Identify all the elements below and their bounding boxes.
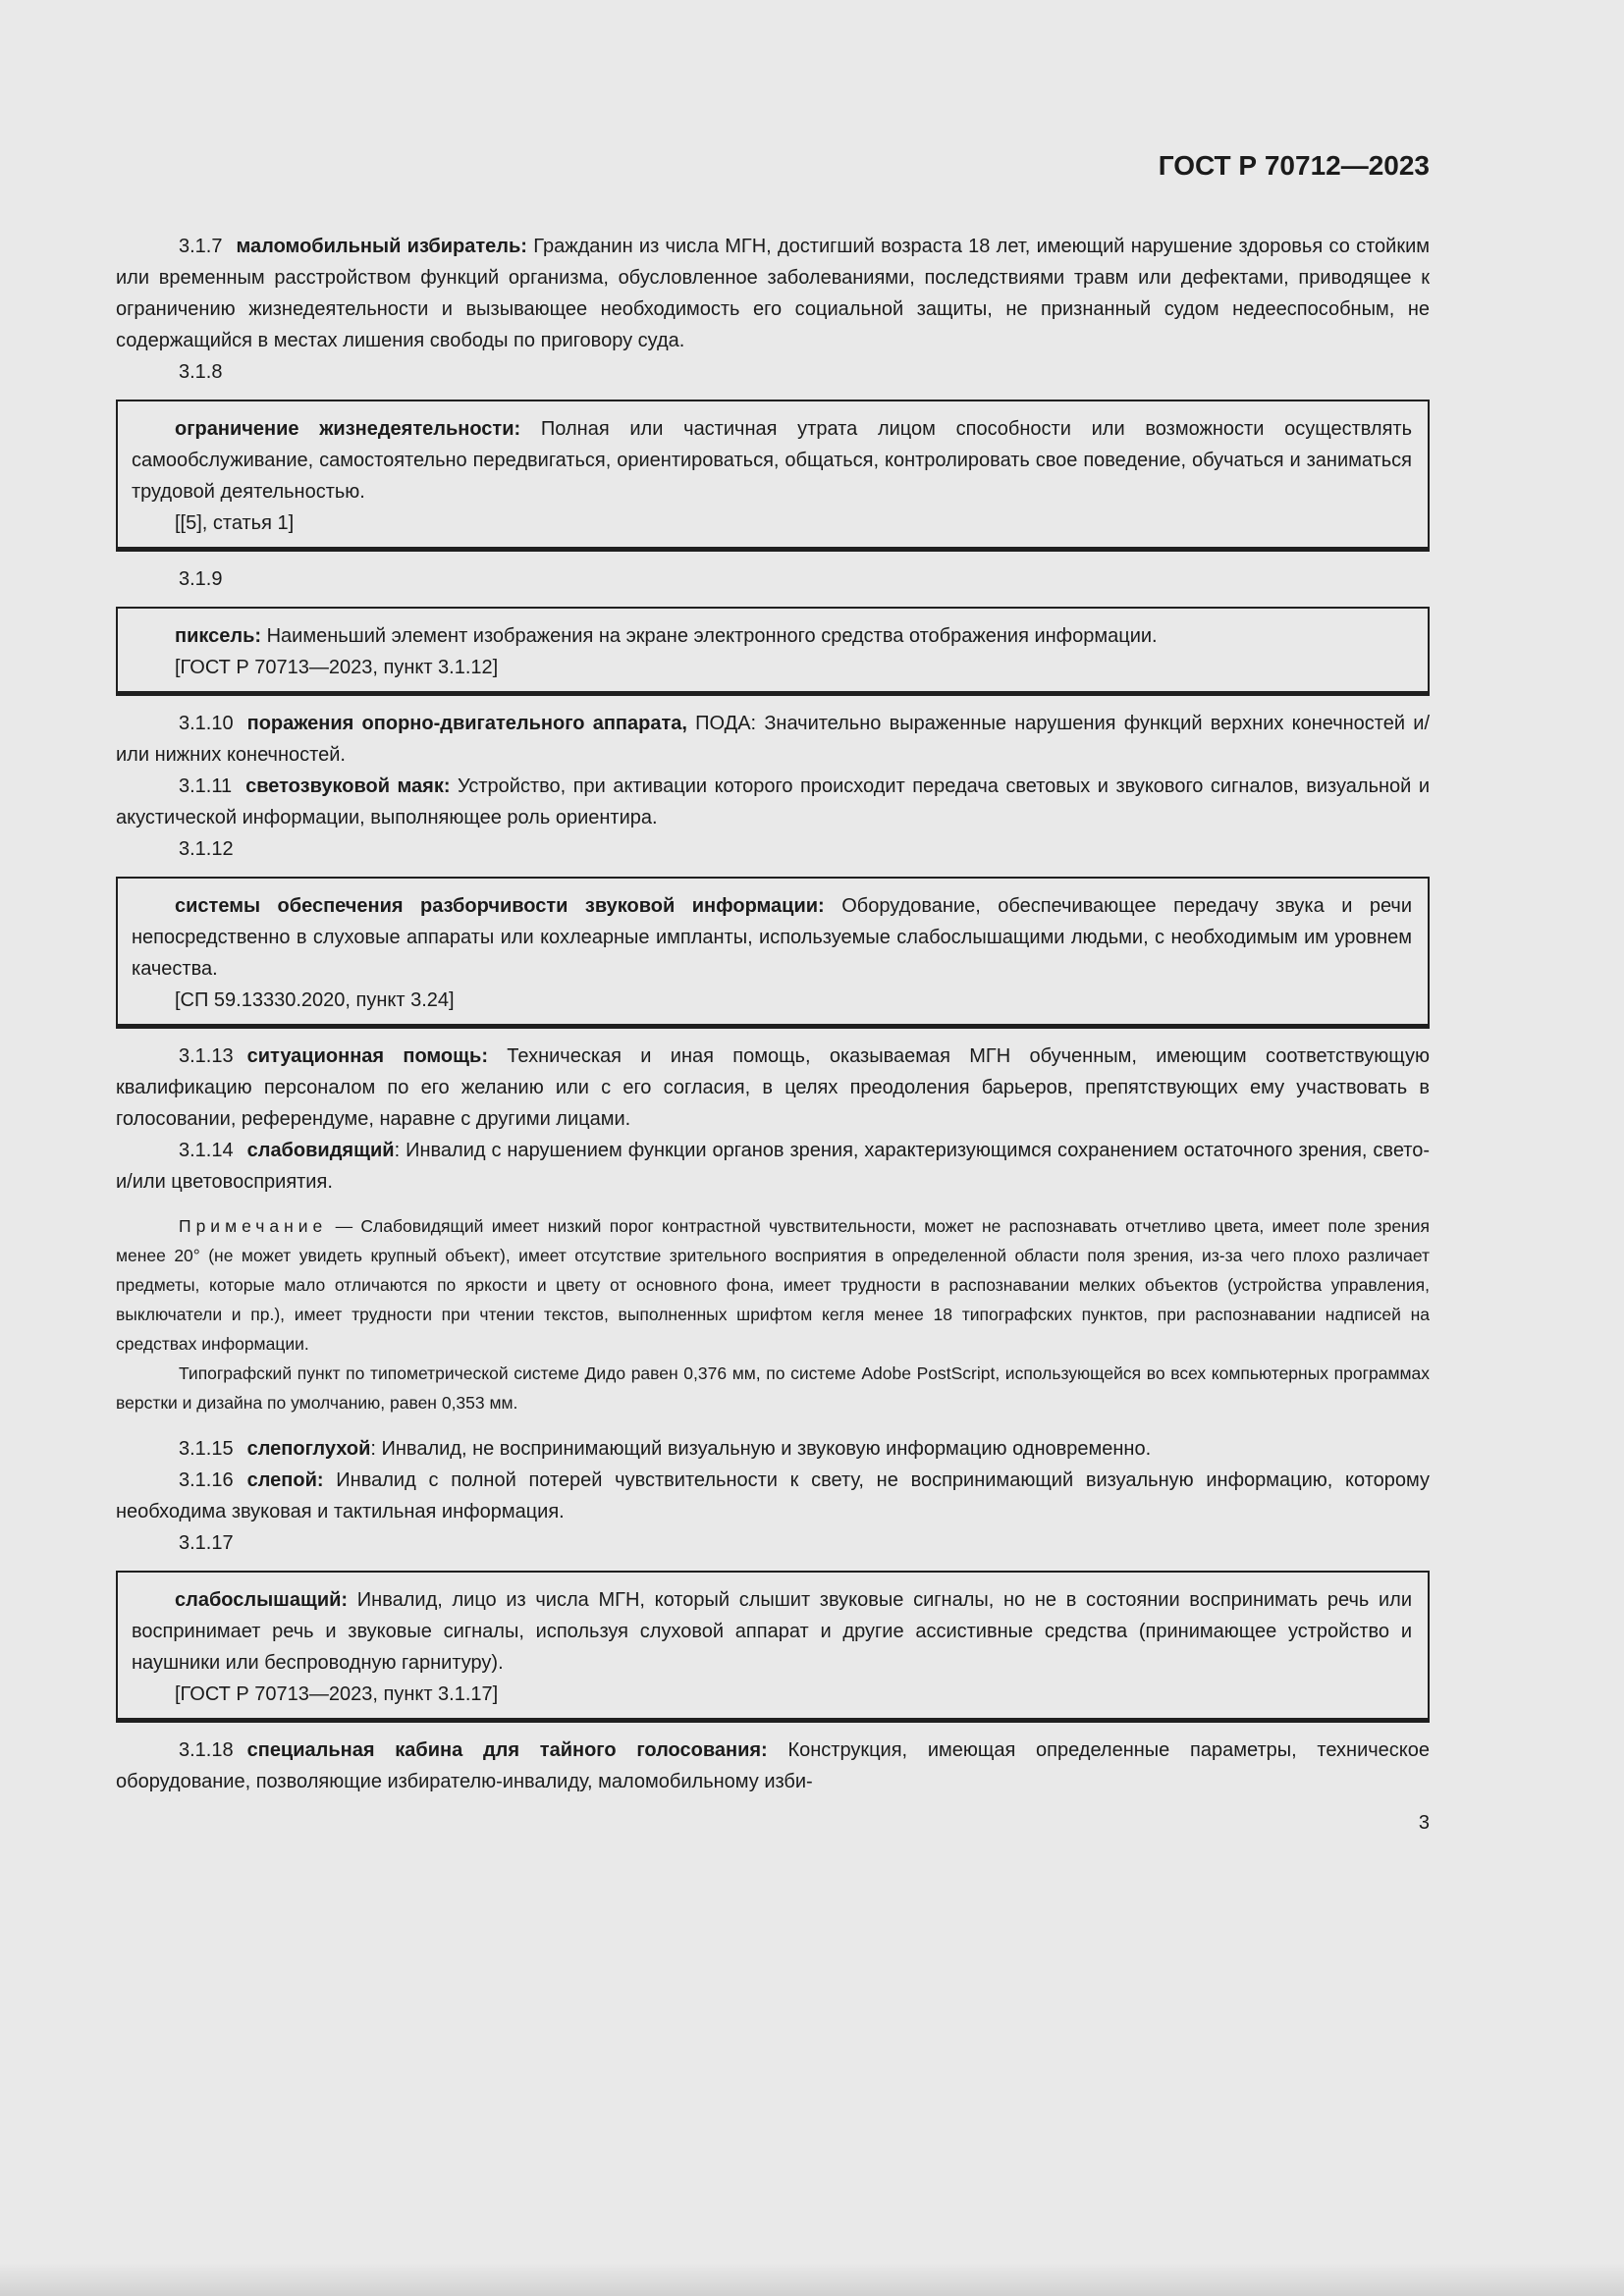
source-reference: [[5], статья 1] [175,512,295,534]
term-label: системы обеспечения разборчивости звуковой информации: [175,895,825,917]
definition-text: Значительно выраженные нарушения функций верхних конечностей и/или нижних конечностей. [116,713,1430,766]
term-label: специальная кабина для тайного голосования: [246,1739,768,1761]
note-text: Типографский пункт по типометрической системе Дидо равен 0,376 мм, по системе Adobe PostScript, использующейся во всех компьютерных программах верстки и дизайна по умолчанию, равен 0,353 мм. [116,1363,1430,1413]
definition-paragraph [116,1735,1430,1797]
clause-number: 3.1.16 [179,1469,234,1491]
boxed-term-paragraph [132,890,1412,985]
clause-number: 3.1.18 [179,1739,234,1761]
clause-number: 3.1.11 [179,775,233,797]
term-label: маломобильный избиратель: [236,236,527,257]
clause-number-line [116,1527,1430,1559]
definition-text: Инвалид с нарушением функции органов зрения, характеризующимся сохранением остаточного зрения, свето- и/или цветовосприятия. [116,1140,1430,1193]
term-label: пиксель: [175,625,262,647]
definition-paragraph [116,1465,1430,1527]
clause-number: 3.1.17 [179,1532,234,1554]
boxed-term [116,607,1430,696]
note-continuation-paragraph [116,1359,1430,1417]
term-label: слепоглухой [246,1438,371,1460]
boxed-term-paragraph [132,413,1412,507]
term-label: слабовидящий [246,1140,395,1161]
definition-text: Инвалид, лицо из числа МГН, который слышит звуковые сигналы, но не в состоянии воспринимать речь или воспринимает речь и звуковые сигналы, используя слуховой аппарат и другие ассистивные средства (принимающее устройство и наушники или беспроводную гарнитуру). [132,1589,1412,1674]
definition-paragraph [116,1433,1430,1465]
definitions-list [116,231,1430,1797]
term-label: ситуационная помощь: [246,1045,488,1067]
definition-paragraph [116,708,1430,771]
term-label: ограничение жизнедеятельности: [175,418,521,440]
boxed-term [116,1571,1430,1723]
clause-number: 3.1.12 [179,838,234,860]
clause-number: 3.1.9 [179,568,223,590]
clause-number: 3.1.15 [179,1438,234,1460]
clause-number: 3.1.14 [179,1140,234,1161]
note-text: Слабовидящий имеет низкий порог контрастной чувствительности, может не распознавать отчетливо цвета, имеет поле зрения менее 20° (не может увидеть крупный объект), имеет отсутствие зрительного восприятия в определенной области поля зрения, из-за чего плохо различает предметы, которые мало отличаются по яркости и цвету от основного фона, имеет трудности в распознавании мелких объектов (устройства управления, выключатели и пр.), имеет трудности при чтении текстов, выполненных шрифтом кегля менее 18 типографских пунктов, при распознавании надписей на средствах информации. [116,1216,1430,1354]
boxed-term-paragraph [132,1584,1412,1679]
definition-text: Устройство, при активации которого происходит передача световых и звукового сигналов, визуальной и акустической информации, выполняющее роль ориентира. [116,775,1431,828]
note-paragraph [116,1211,1430,1359]
definition-text: Оборудование, обеспечивающее передачу звука и речи непосредственно в слуховые аппараты или кохлеарные импланты, используемые слабослышащими людьми, с необходимым им уровнем качества. [132,895,1412,980]
document-content [116,0,1430,1839]
term-label: слабослышащий: [175,1589,349,1611]
definition-paragraph [116,1135,1430,1198]
note-label: Примечание [179,1216,328,1236]
boxed-term [116,877,1430,1029]
definition-paragraph [116,771,1430,833]
clause-number-line [116,563,1430,595]
page-header: ГОСТ Р 70712—2023 [1158,150,1430,181]
definition-text: Наименьший элемент изображения на экране электронного средства отображения информации. [266,625,1158,647]
definition-text: Конструкция, имеющая определенные параметры, техническое оборудование, позволяющие избирателю-инвалиду, маломобильному изби- [116,1739,1431,1792]
clause-number: 3.1.13 [179,1045,234,1067]
term-suffix: : [394,1140,401,1161]
term-label: светозвуковой маяк: [245,775,451,797]
clause-number: 3.1.7 [179,236,223,257]
boxed-term [116,400,1430,552]
source-reference: [СП 59.13330.2020, пункт 3.24] [175,989,455,1011]
clause-number-line [116,833,1430,865]
source-reference: [ГОСТ Р 70713—2023, пункт 3.1.12] [175,657,499,678]
definition-text: Инвалид с полной потерей чувствительности к свету, не воспринимающий визуальную информацию, которому необходима звуковая и тактильная информация. [116,1469,1430,1522]
definition-text: Инвалид, не воспринимающий визуальную и звуковую информацию одновременно. [381,1438,1152,1460]
note-separator: — [327,1216,361,1236]
definition-text: Техническая и иная помощь, оказываемая МГН обученным, имеющим соответствующую квалификацию персоналом по его желанию или с его согласия, в целях преодоления барьеров, препятствующих ему участвовать в голосовании, референдуме, наравне с другими лицами. [116,1045,1430,1130]
clause-number-line [116,356,1430,388]
page-number: 3 [1418,1812,1430,1834]
definition-paragraph [116,1041,1430,1135]
term-label: слепой: [246,1469,324,1491]
term-label: поражения опорно-двигательного аппарата, [246,713,687,734]
term-suffix: ПОДА: [686,713,757,734]
source-reference: [ГОСТ Р 70713—2023, пункт 3.1.17] [175,1683,499,1705]
clause-number: 3.1.10 [179,713,234,734]
clause-number: 3.1.8 [179,361,223,383]
definition-text: Гражданин из числа МГН, достигший возраста 18 лет, имеющий нарушение здоровья со стойким или временным расстройством функций организма, обусловленное заболеваниями, последствиями травм или дефектами, приводящее к ограничению жизнедеятельности и вызывающее необходимость его социальной защиты, не признанный судом недееспособным, не содержащийся в местах лишения свободы по приговору суда. [116,236,1430,351]
term-suffix: : [370,1438,376,1460]
definition-text: Полная или частичная утрата лицом способности или возможности осуществлять самообслуживание, самостоятельно передвигаться, ориентироваться, общаться, контролировать свое поведение, обучаться и заниматься трудовой деятельностью. [132,418,1413,503]
definition-paragraph [116,231,1430,356]
boxed-term-paragraph [132,620,1412,652]
